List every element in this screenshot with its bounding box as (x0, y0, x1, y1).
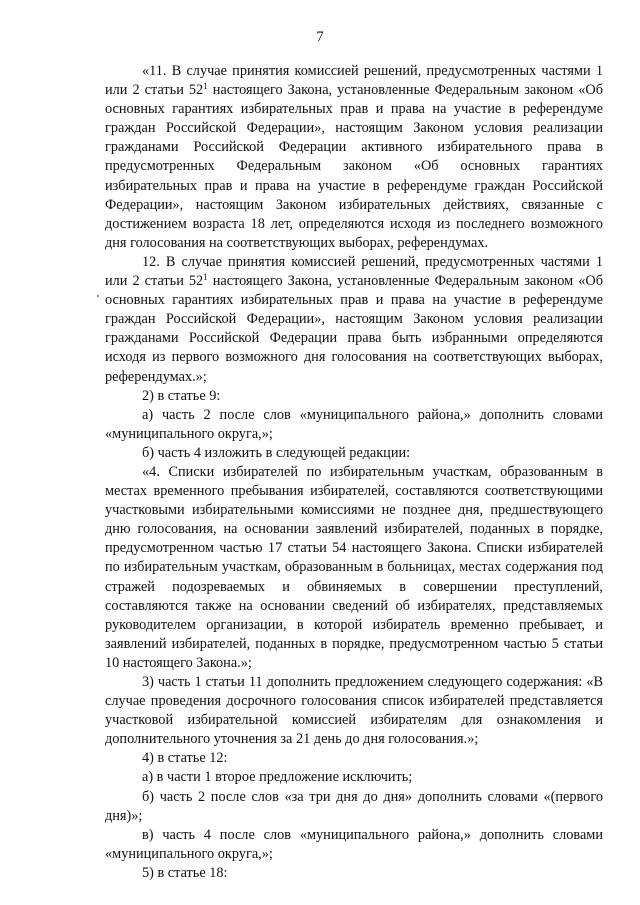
superscript: 1 (203, 272, 208, 283)
item-2: 2) в статье 9: (142, 387, 221, 404)
item-4a: а) в части 1 второе предложение исключить; (142, 769, 413, 786)
item-2b: б) часть 4 изложить в следующей редакции: (142, 444, 411, 461)
item-5: 5) в статье 18: (142, 864, 228, 881)
superscript: 1 (203, 81, 208, 92)
paragraph-11: «11. В случае принятия комиссией решений, предусмотренных частями 1 или 2 статьи $52^1$ настоящего Закона, установленные Федеральным законом «Об основных гарантиях избирательных прав и права на участие в референдуме граждан Российской Федерации», настоящим Законом условия реализации гражданами Российской Федерации активного избирательного права в предусмотренных Федеральным законом «Об основных гарантиях избирательных прав и права на участие в референдуме граждан Российской Федерации», настоящим Законом избирательных действиях, связанные с достижением возраста 18 лет, определяются исходя из последнего возможного дня голосования на соответствующих выборах, референдумах. (105, 63, 603, 251)
scan-artifact (97, 295, 99, 297)
page-number: 7 (316, 29, 324, 45)
document-body (105, 62, 603, 883)
item-4: 4) в статье 12: (142, 750, 228, 767)
article-9-part-4-text: «4. Списки избирателей по избирательным участкам, образованным в местах временного пребывания избирателей, составляются соответствующими участковыми избирательными комиссиями не позднее дня, предшествующего дню голосования, на основании заявлений избирателей, поданных в порядке, предусмотренном частью 17 статьи 54 настоящего Закона. Списки избирателей по избирательным участкам, образованным в больницах, местах содержания под стражей подозреваемых и обвиняемых в совершении преступлений, составляются также на основании сведений об избирателях, представляемых руководителем организации, в которой избиратель временно пребывает, и заявлений избирателей, поданных в порядке, предусмотренном частью 5 статьи 10 настоящего Закона.»; (105, 463, 603, 671)
paragraph-12: 12. В случае принятия комиссией решений, предусмотренных частями 1 или 2 статьи $52^1$ настоящего Закона, установленные Федеральным законом «Об основных гарантиях избирательных прав и права на участие в референдуме граждан Российской Федерации», настоящим Законом условия реализации гражданами Российской Федерации права быть избранными определяются исходя из первого возможного дня голосования на соответствующих выборах, референдумах.»; (105, 253, 603, 385)
item-4c: в) часть 4 после слов «муниципального района,» дополнить словами «муниципального округа,»; (105, 826, 603, 862)
item-2a: а) часть 2 после слов «муниципального района,» дополнить словами «муниципального округа,»; (105, 406, 603, 442)
item-4b: б) часть 2 после слов «за три дня до дня» дополнить словами «(первого дня)»; (105, 788, 603, 824)
item-3: 3) часть 1 статьи 11 дополнить предложением следующего содержания: «В случае проведения досрочного голосования список избирателей представляется участковой избирательной комиссией избирателям для ознакомления и дополнительного уточнения за 21 день до дня голосования.»; (105, 674, 603, 748)
